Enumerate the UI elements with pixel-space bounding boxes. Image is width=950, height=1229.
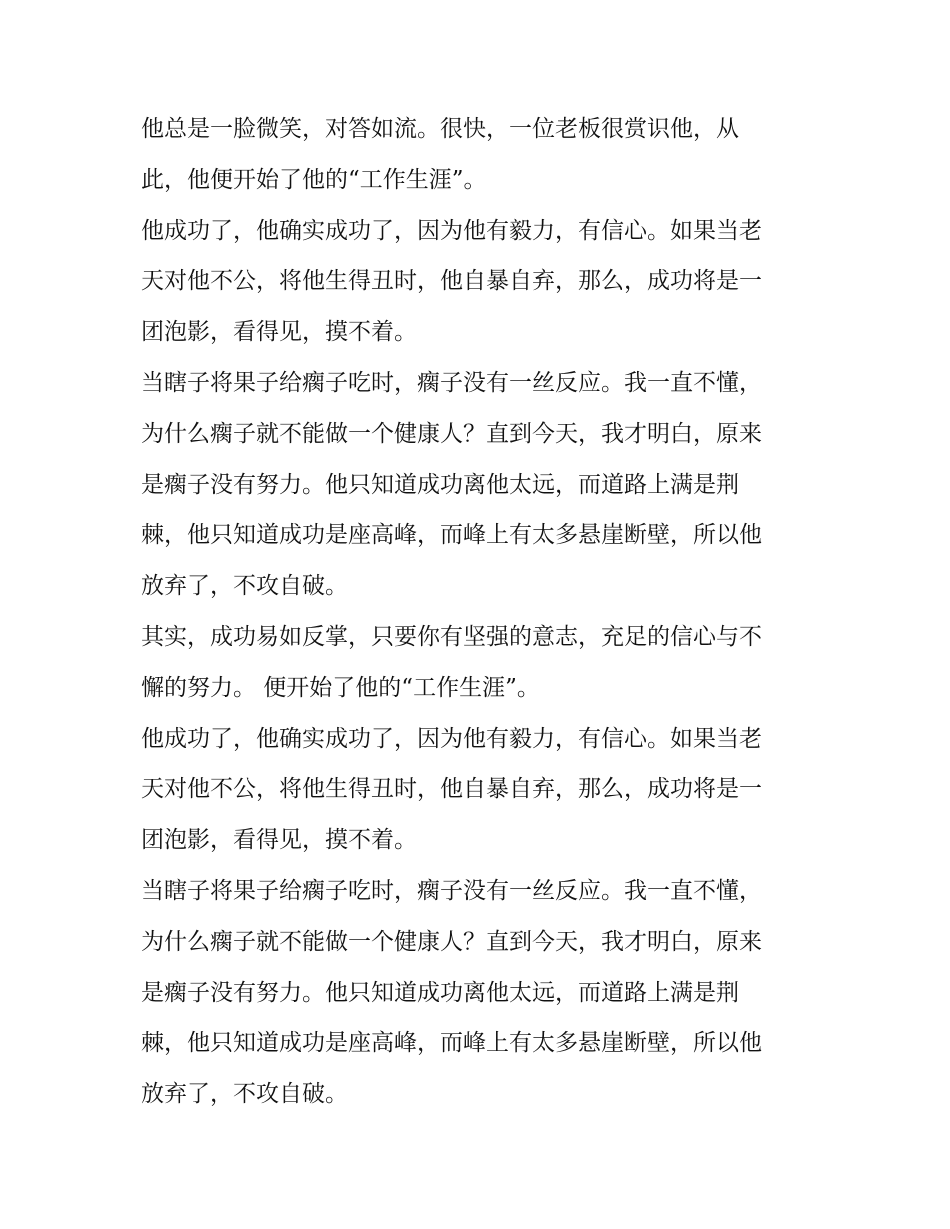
text-line: 其实，成功易如反掌，只要你有坚强的意志，充足的信心与不 bbox=[141, 623, 762, 650]
text-line: 放弃了，不攻自破。 bbox=[141, 1081, 348, 1108]
text-line: 他成功了，他确实成功了，因为他有毅力，有信心。如果当老 bbox=[141, 217, 762, 244]
text-line: 是瘸子没有努力。他只知道成功离他太远，而道路上满是荆 bbox=[141, 471, 739, 498]
text-line: 他总是一脸微笑，对答如流。很快，一位老板很赏识他，从 bbox=[141, 116, 739, 142]
text-line: 是瘸子没有努力。他只知道成功离他太远，而道路上满是荆 bbox=[141, 979, 739, 1006]
text-line: 为什么瘸子就不能做一个健康人？直到今天，我才明白，原来 bbox=[141, 420, 762, 447]
text-line: 团泡影，看得见，摸不着。 bbox=[141, 319, 417, 346]
text-line: 团泡影，看得见，摸不着。 bbox=[141, 827, 417, 854]
text-line: 天对他不公，将他生得丑时，他自暴自弃，那么，成功将是一 bbox=[141, 776, 762, 803]
text-line: 他成功了，他确实成功了，因为他有毅力，有信心。如果当老 bbox=[141, 725, 762, 752]
text-line: 此，他便开始了他的“工作生涯”。 bbox=[141, 166, 487, 193]
text-line: 棘，他只知道成功是座高峰，而峰上有太多悬崖断壁，所以他 bbox=[141, 522, 762, 549]
text-line: 为什么瘸子就不能做一个健康人？直到今天，我才明白，原来 bbox=[141, 928, 762, 955]
text-line: 天对他不公，将他生得丑时，他自暴自弃，那么，成功将是一 bbox=[141, 268, 762, 295]
text-line: 懈的努力。 便开始了他的“工作生涯”。 bbox=[141, 674, 540, 701]
text-line: 当瞎子将果子给瘸子吃时，瘸子没有一丝反应。我一直不懂， bbox=[141, 877, 762, 904]
text-line: 放弃了，不攻自破。 bbox=[141, 573, 348, 600]
text-line: 当瞎子将果子给瘸子吃时，瘸子没有一丝反应。我一直不懂， bbox=[141, 369, 762, 396]
text-line: 棘，他只知道成功是座高峰，而峰上有太多悬崖断壁，所以他 bbox=[141, 1030, 762, 1057]
document-body bbox=[141, 104, 821, 1120]
